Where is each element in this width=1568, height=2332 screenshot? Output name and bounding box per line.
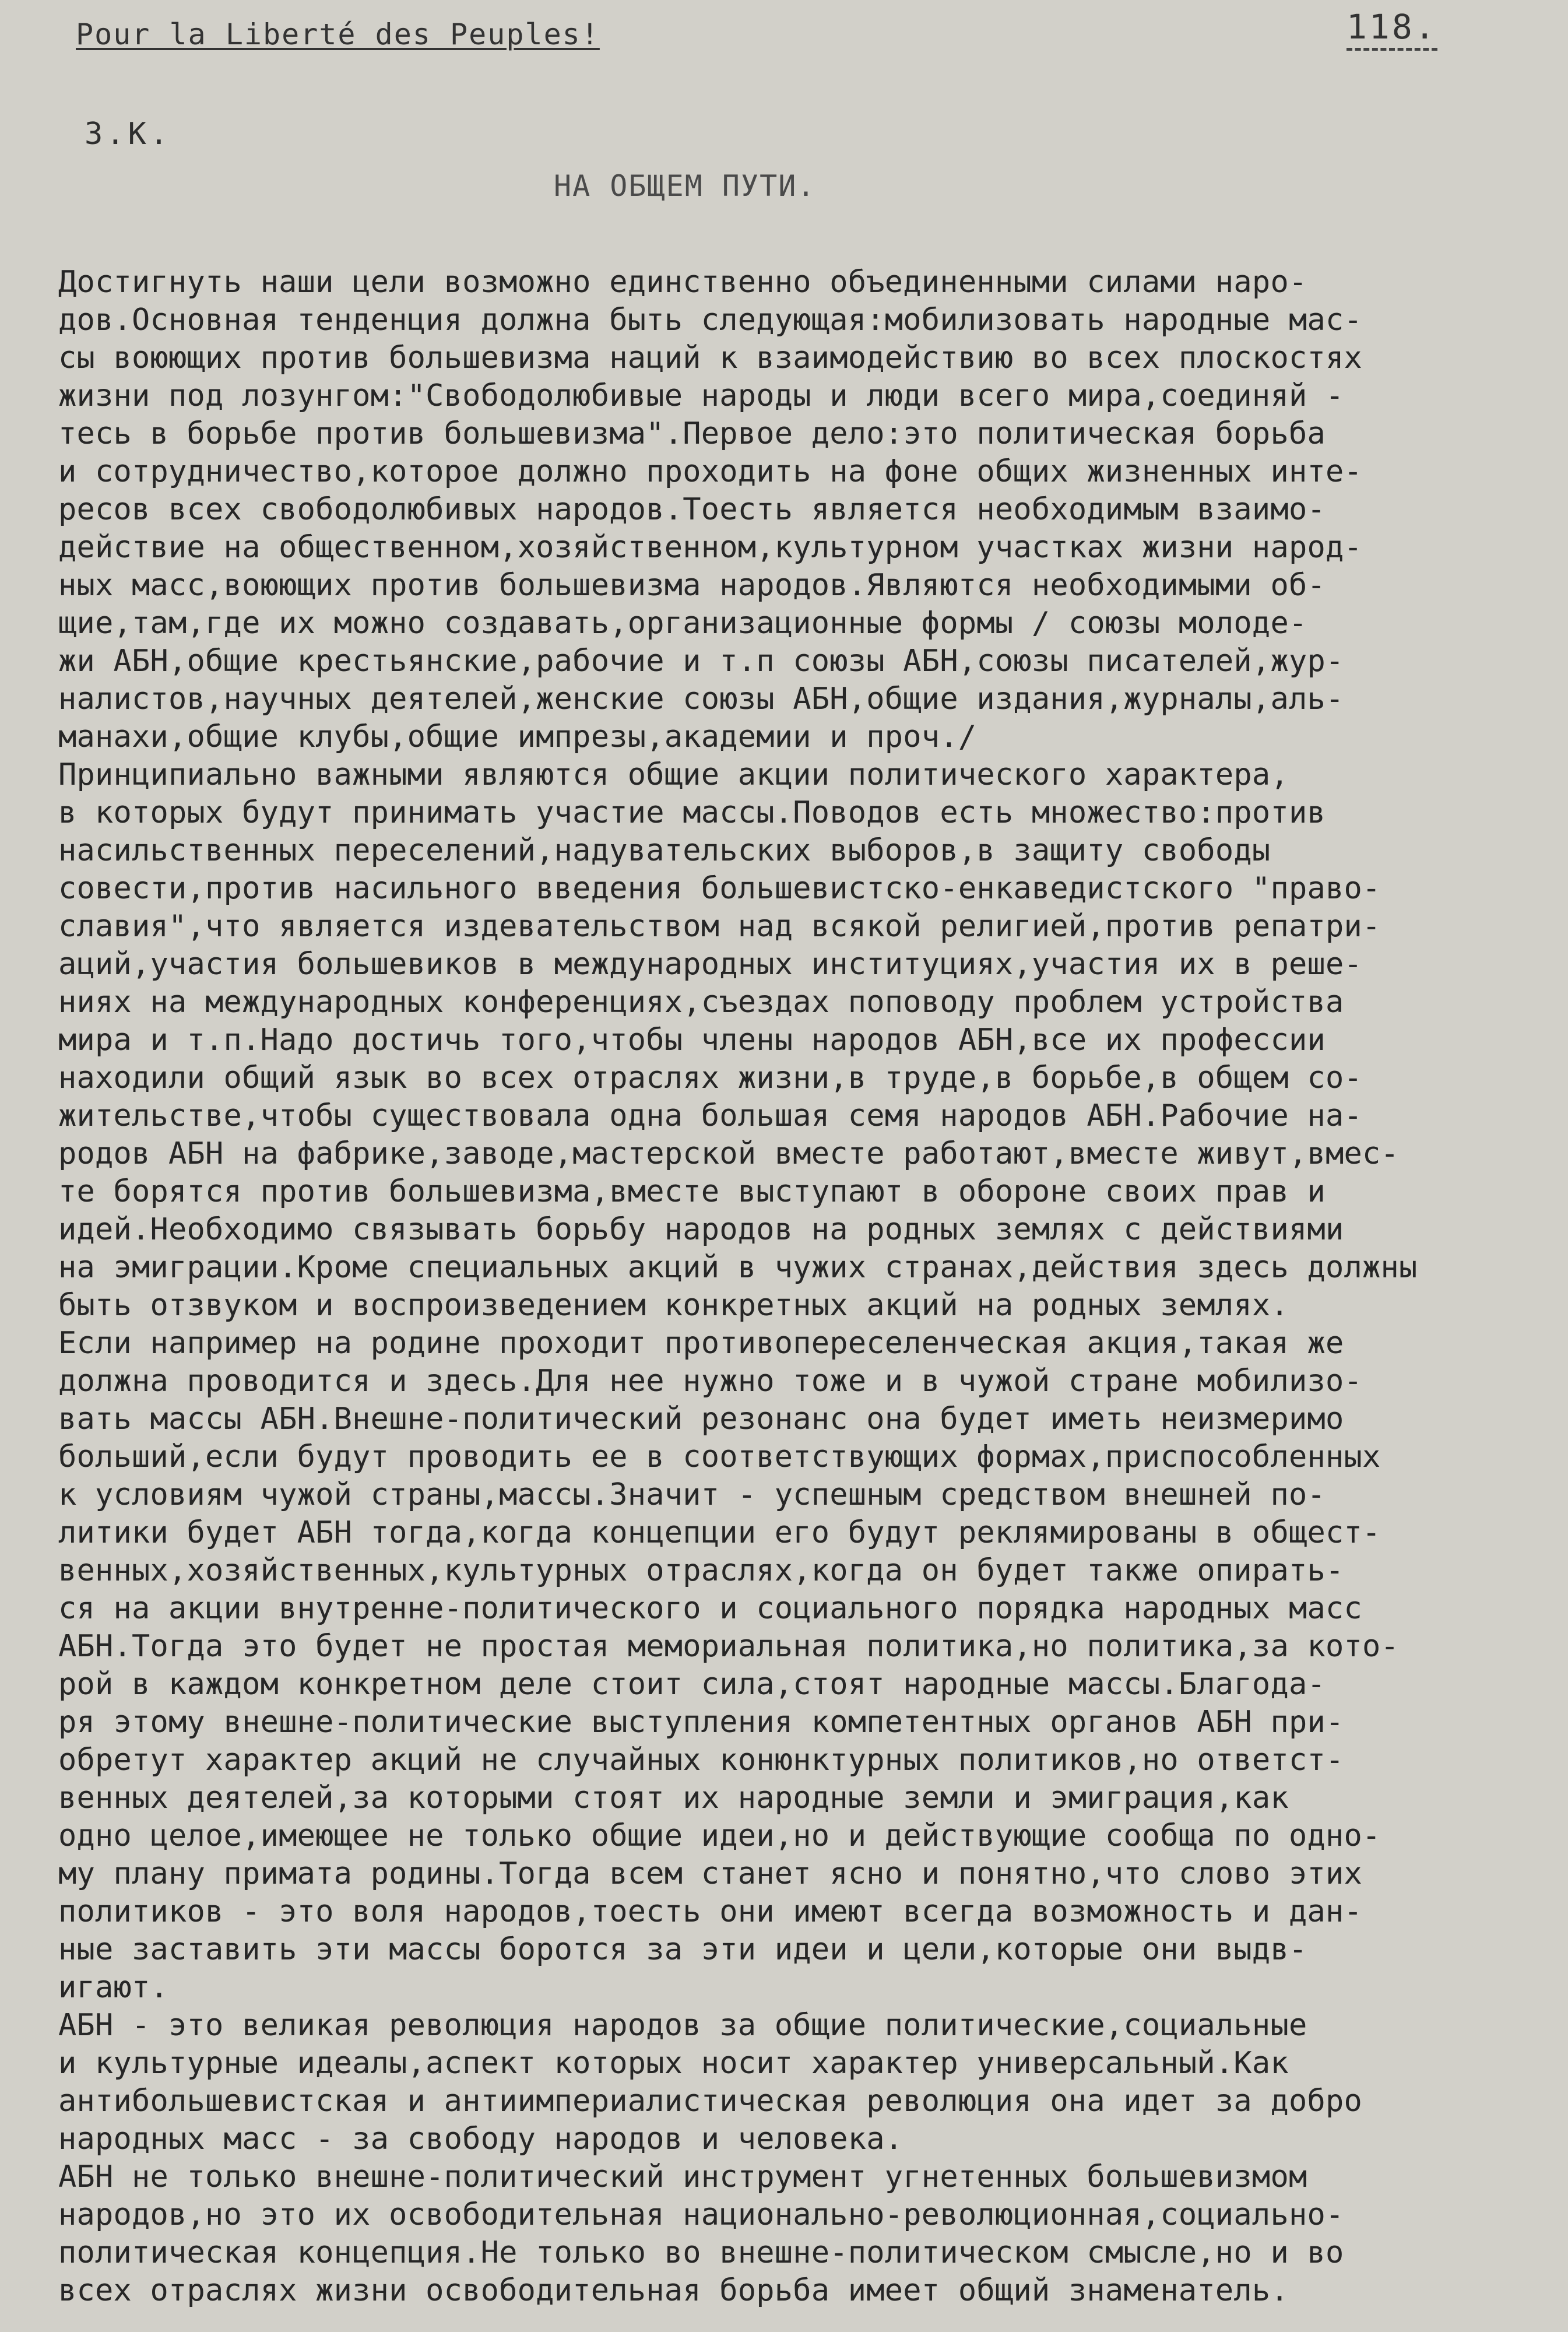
text-line: литики будет АБН тогда,когда концепции его будут реклямированы в общест-: [58, 1515, 1381, 1550]
page-number: 118.: [1346, 7, 1437, 51]
text-line: жи АБН,общие крестьянские,рабочие и т.п союзы АБН,союзы писателей,жур-: [58, 644, 1344, 679]
text-line: дов.Основная тенденция должна быть следующая:мобилизовать народные мас-: [58, 303, 1362, 338]
text-line: му плану примата родины.Тогда всем станет ясно и понятно,что слово этих: [58, 1856, 1362, 1891]
text-line: АБН.Тогда это будет не простая мемориальная политика,но политика,за кото-: [58, 1629, 1399, 1664]
text-line: народных масс - за свободу народов и человека.: [58, 2122, 903, 2157]
text-line: ресов всех свободолюбивых народов.Тоесть является необходимым взаимо-: [58, 492, 1326, 527]
text-line: ся на акции внутренне-политического и социального порядка народных масс: [58, 1591, 1362, 1626]
header-slogan: Pour la Liberté des Peuples!: [76, 17, 600, 51]
text-line: политическая концепция.Не только во внешне-политическом смысле,но и во: [58, 2235, 1344, 2270]
text-line: венных,хозяйственных,культурных отраслях,когда он будет также опирать-: [58, 1553, 1344, 1588]
body-text: [58, 264, 1527, 2310]
text-line: должна проводится и здесь.Для нее нужно тоже и в чужой стране мобилизо-: [58, 1364, 1362, 1399]
text-line: игают.: [58, 1970, 169, 2005]
text-line: антибольшевистская и антиимпериалистическая революция она идет за добро: [58, 2084, 1362, 2119]
text-line: рой в каждом конкретном деле стоит сила,стоят народные массы.Благода-: [58, 1667, 1326, 1702]
text-line: Принципиально важными являются общие акции политического характера,: [58, 757, 1289, 792]
text-line: к условиям чужой страны,массы.Значит - успешным средством внешней по-: [58, 1477, 1326, 1512]
text-line: действие на общественном,хозяйственном,культурном участках жизни народ-: [58, 530, 1362, 565]
text-line: мира и т.п.Надо достичь того,чтобы члены народов АБН,все их профессии: [58, 1023, 1326, 1058]
text-line: аций,участия большевиков в международных институциях,участия их в реше-: [58, 947, 1362, 982]
document-title: НА ОБЩЕМ ПУТИ.: [554, 169, 816, 203]
text-line: ря этому внешне-политические выступления компетентных органов АБН при-: [58, 1705, 1344, 1740]
text-line: совести,против насильного введения большевистско-енкаведистского "право-: [58, 871, 1381, 906]
text-line: Достигнуть наши цели возможно единственно объединенными силами наро-: [58, 265, 1307, 300]
text-line: вать массы АБН.Внешне-политический резонанс она будет иметь неизмеримо: [58, 1402, 1344, 1437]
text-line: насильственных переселений,надувательских выборов,в защиту свободы: [58, 833, 1271, 868]
text-line: ниях на международных конференциях,съездах поповоду проблем устройства: [58, 985, 1344, 1020]
text-line: родов АБН на фабрике,заводе,мастерской вместе работают,вместе живут,вмес-: [58, 1136, 1399, 1171]
text-line: быть отзвуком и воспроизведением конкретных акций на родных землях.: [58, 1288, 1289, 1323]
text-line: щие,там,где их можно создавать,организационные формы / союзы молоде-: [58, 606, 1307, 641]
text-line: в которых будут принимать участие массы.Поводов есть множество:против: [58, 795, 1326, 830]
text-line: всех отраслях жизни освободительная борьба имеет общий знаменатель.: [58, 2273, 1289, 2308]
text-line: и сотрудничество,которое должно проходить на фоне общих жизненных инте-: [58, 454, 1362, 489]
text-line: те борятся против большевизма,вместе выступают в обороне своих прав и: [58, 1174, 1326, 1209]
text-line: идей.Необходимо связывать борьбу народов на родных землях с действиями: [58, 1212, 1344, 1247]
text-line: на эмиграции.Кроме специальных акций в чужих странах,действия здесь должны: [58, 1250, 1418, 1285]
text-line: налистов,научных деятелей,женские союзы АБН,общие издания,журналы,аль-: [58, 682, 1344, 717]
text-line: жительстве,чтобы существовала одна большая семя народов АБН.Рабочие на-: [58, 1098, 1362, 1133]
text-line: больший,если будут проводить ее в соответствующих формах,приспособленных: [58, 1439, 1381, 1474]
text-line: находили общий язык во всех отраслях жизни,в труде,в борьбе,в общем со-: [58, 1060, 1362, 1095]
text-line: АБН не только внешне-политический инструмент угнетенных большевизмом: [58, 2159, 1307, 2194]
author-initials: З.К.: [85, 117, 172, 152]
text-line: АБН - это великая революция народов за общие политические,социальные: [58, 2008, 1307, 2043]
text-line: политиков - это воля народов,тоесть они имеют всегда возможность и дан-: [58, 1894, 1362, 1929]
text-line: славия",что является издевательством над всякой религией,против репатри-: [58, 909, 1381, 944]
text-line: народов,но это их освободительная национально-революционная,социально-: [58, 2197, 1344, 2232]
text-line: сы воюющих против большевизма наций к взаимодействию во всех плоскостях: [58, 340, 1362, 375]
text-line: и культурные идеалы,аспект которых носит характер универсальный.Как: [58, 2046, 1289, 2081]
text-line: жизни под лозунгом:"Свободолюбивые народы и люди всего мира,соединяй -: [58, 378, 1344, 413]
text-line: венных деятелей,за которыми стоят их народные земли и эмиграция,как: [58, 1780, 1289, 1815]
text-line: ные заставить эти массы боротся за эти идеи и цели,которые они выдв-: [58, 1932, 1307, 1967]
text-line: Если например на родине проходит противопереселенческая акция,такая же: [58, 1326, 1344, 1361]
text-line: одно целое,имеющее не только общие идеи,но и действующие сообща по одно-: [58, 1818, 1381, 1853]
text-line: ных масс,воюющих против большевизма народов.Являются необходимыми об-: [58, 568, 1326, 603]
text-line: манахи,общие клубы,общие импрезы,академии и проч./: [58, 719, 977, 754]
text-line: обретут характер акций не случайных конюнктурных политиков,но ответст-: [58, 1743, 1344, 1778]
text-line: тесь в борьбе против большевизма".Первое дело:это политическая борьба: [58, 416, 1326, 451]
